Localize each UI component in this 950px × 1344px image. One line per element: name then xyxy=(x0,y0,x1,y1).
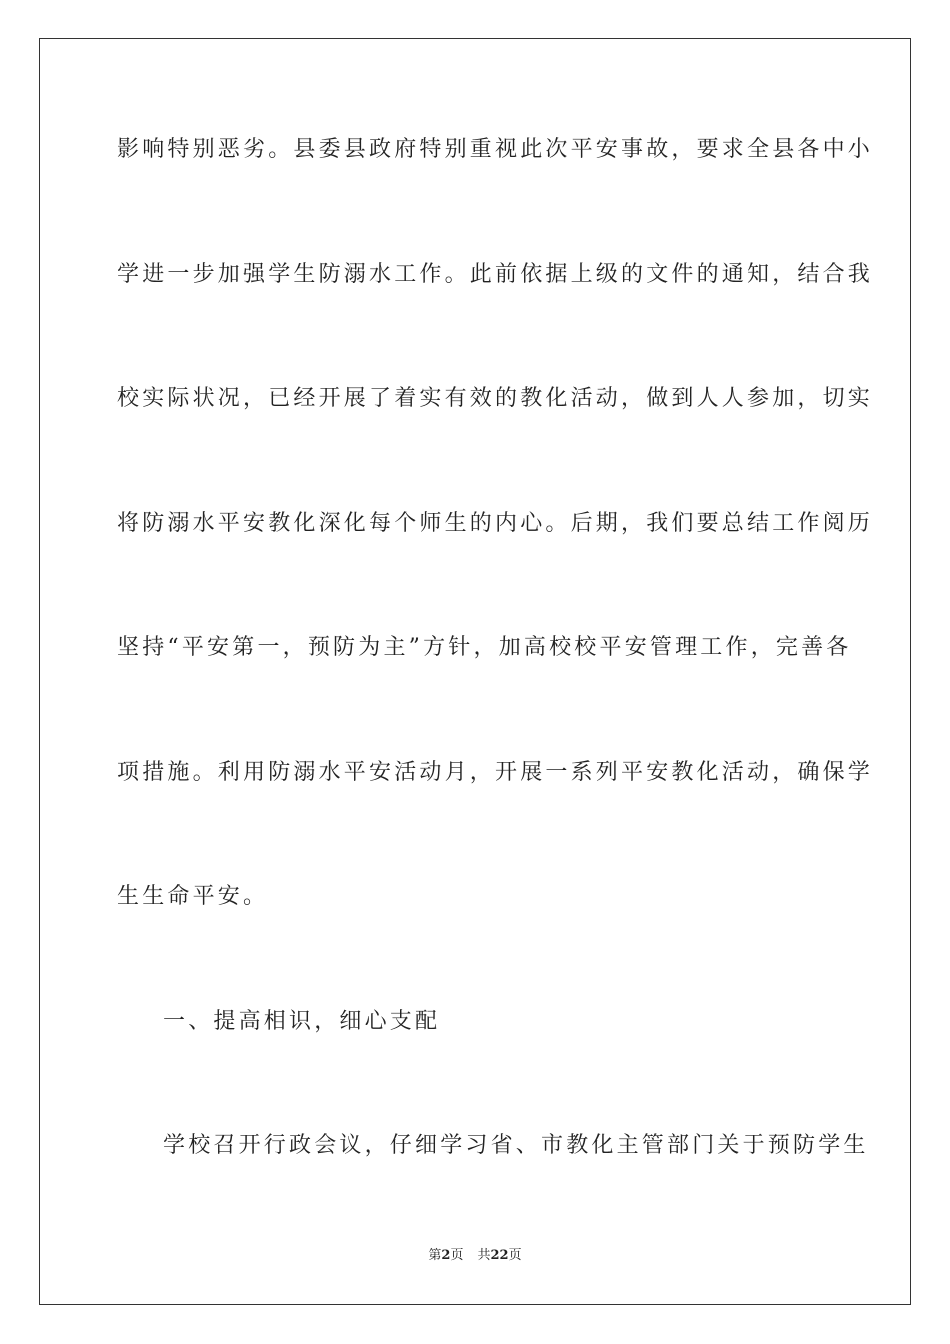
page-label-suffix: 页 xyxy=(450,1248,464,1263)
body-text-line-4: 将防溺水平安教化深化每个师生的内心。后期，我们要总结工作阅历 xyxy=(117,511,874,536)
page-label-prefix: 第 xyxy=(428,1248,442,1263)
body-text-line-2: 学进一步加强学生防溺水工作。此前依据上级的文件的通知，结合我 xyxy=(117,262,874,287)
body-text-line-7: 生生命平安。 xyxy=(117,884,269,909)
total-label-prefix: 共 xyxy=(477,1248,491,1263)
section-heading: 一、提高相识，细心支配 xyxy=(163,1009,441,1034)
paragraph-first-line: 学校召开行政会议，仔细学习省、市教化主管部门关于预防学生 xyxy=(163,1133,869,1158)
page-border xyxy=(39,38,911,1305)
total-pages: 22 xyxy=(490,1248,509,1263)
body-text-line-5: 坚持“平安第一，预防为主”方针，加高校校平安管理工作，完善各 xyxy=(117,635,852,660)
total-label-suffix: 页 xyxy=(508,1248,522,1263)
body-text-line-1: 影响特别恶劣。县委县政府特别重视此次平安事故，要求全县各中小 xyxy=(117,137,874,162)
page-footer xyxy=(0,1247,950,1265)
body-text-line-3: 校实际状况，已经开展了着实有效的教化活动，做到人人参加，切实 xyxy=(117,386,874,411)
page-number: 2 xyxy=(441,1248,451,1263)
body-text-line-6: 项措施。利用防溺水平安活动月，开展一系列平安教化活动，确保学 xyxy=(117,760,874,785)
